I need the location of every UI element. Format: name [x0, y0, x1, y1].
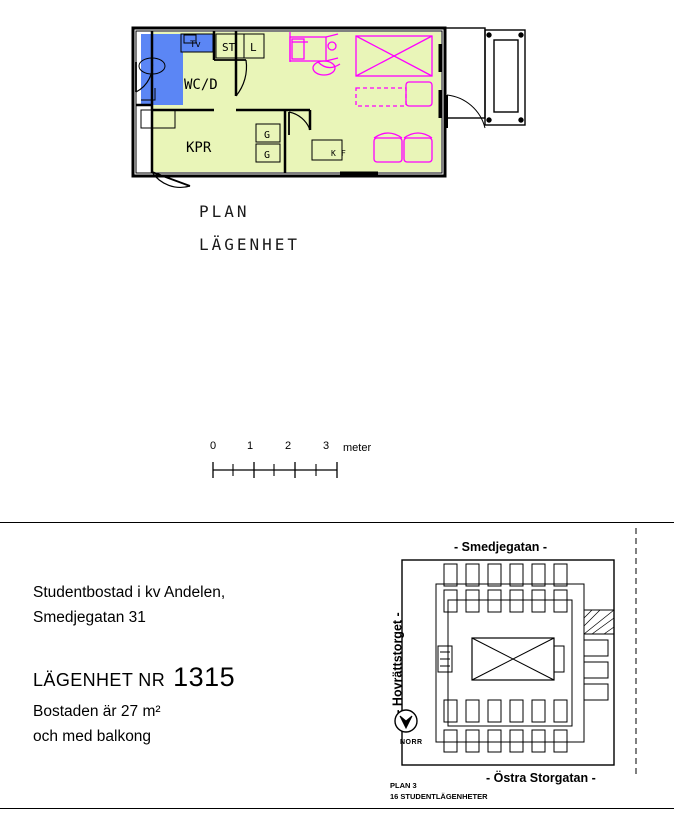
bathroom-fill	[141, 34, 183, 105]
info-block	[33, 580, 363, 749]
balcony-post-3	[487, 118, 491, 122]
room-label-f: F	[341, 149, 346, 158]
balcony-wall	[445, 28, 485, 118]
balcony-post-1	[487, 33, 491, 37]
balcony-inner	[494, 40, 518, 112]
scale-tick-1: 1	[247, 440, 254, 452]
room-label-g-lower: G	[264, 150, 271, 161]
apartment-row	[33, 662, 363, 693]
room-label-wcd: WC/D	[184, 77, 218, 93]
site-map	[378, 528, 674, 808]
room-label-tv: Tv	[190, 40, 201, 50]
scale-tick-3: 3	[323, 440, 330, 452]
balcony-outline	[485, 30, 525, 125]
balcony	[445, 28, 525, 128]
balcony-post-2	[519, 33, 523, 37]
room-label-g-upper: G	[264, 130, 271, 141]
balcony-door-swing	[447, 95, 485, 128]
room-label-st: ST	[222, 41, 236, 54]
divider-bottom	[0, 808, 674, 809]
balcony-line: och med balkong	[33, 728, 152, 745]
scale-bar	[210, 440, 410, 490]
plan-title-line-1: PLAN	[199, 202, 250, 221]
site-caption-units: 16 STUDENTLÄGENHETER	[390, 792, 488, 801]
street-label-ostra-storgatan: - Östra Storgatan -	[486, 771, 596, 785]
street-label-smedjegatan: - Smedjegatan -	[454, 540, 548, 554]
area-line: Bostaden är 27 m²	[33, 703, 161, 720]
scale-unit-label: meter	[343, 442, 372, 454]
plan-title-line-2: LÄGENHET	[199, 235, 301, 254]
site-map-drawing	[378, 528, 674, 808]
street-label-hovrattstorget: - Hovrättstorget -	[390, 612, 405, 714]
scale-tick-2: 2	[285, 440, 292, 452]
room-label-l: L	[250, 41, 257, 54]
balcony-post-4	[519, 118, 523, 122]
address-line-2: Smedjegatan 31	[33, 609, 146, 626]
apartment-label: LÄGENHET NR	[33, 670, 166, 690]
room-label-k: K	[331, 149, 336, 158]
site-caption-plan: PLAN 3	[390, 781, 417, 790]
site-building-outline	[402, 560, 614, 765]
divider-top	[0, 522, 674, 523]
apartment-number: 1315	[173, 662, 236, 692]
scale-tick-0: 0	[210, 440, 217, 452]
address-line-1: Studentbostad i kv Andelen,	[33, 584, 226, 601]
room-label-kpr: KPR	[186, 140, 212, 156]
scale-ruler	[210, 458, 410, 488]
north-label: NORR	[400, 739, 423, 746]
